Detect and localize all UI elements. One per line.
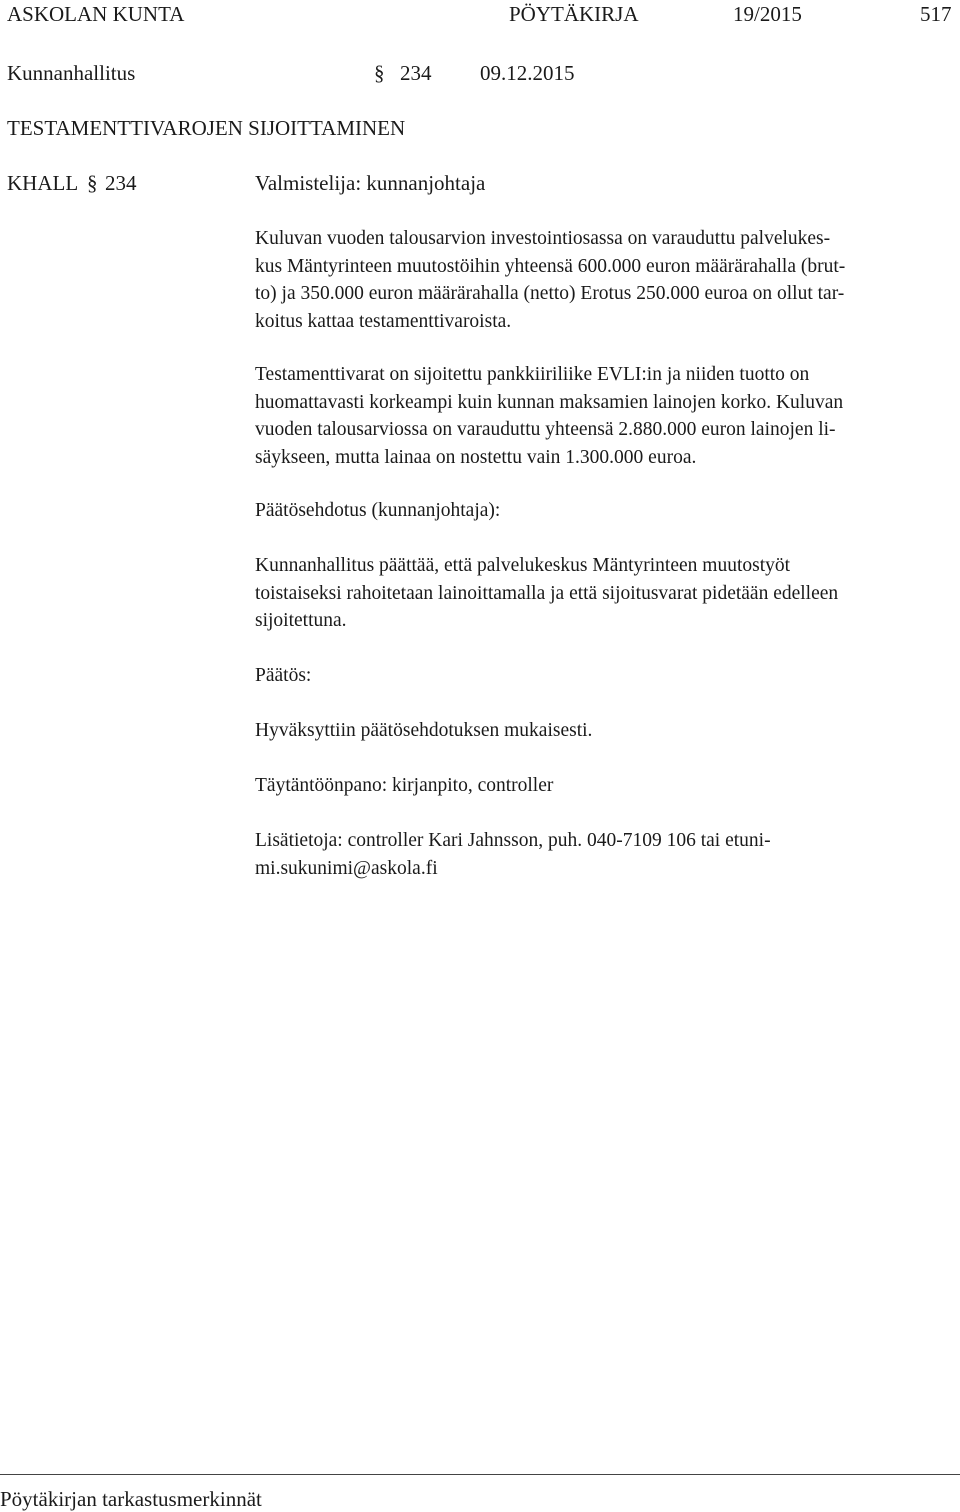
page-number: 517 (920, 2, 952, 26)
meeting-date: 09.12.2015 (480, 61, 575, 85)
section-number: 234 (400, 61, 432, 85)
contact-info (255, 827, 955, 882)
page-title: TESTAMENTTIVAROJEN SIJOITTAMINEN (7, 116, 406, 140)
paragraph-investment (255, 361, 955, 471)
section-symbol: § (374, 61, 385, 85)
decision-label: Päätös: (255, 665, 312, 686)
preparer: Valmistelija: kunnanjohtaja (255, 171, 486, 195)
footer-label: Pöytäkirjan tarkastusmerkinnät (0, 1487, 262, 1511)
paragraph-line: huomattavasti korkeampi kuin kunnan maksamien lainojen korko. Kuluvan (255, 391, 844, 413)
implementation-text (255, 772, 955, 800)
decision-line: Hyväksyttiin päätösehdotuksen mukaisesti. (255, 720, 593, 741)
item-number: 234 (105, 171, 137, 195)
paragraph-line: Kuluvan vuoden talousarvion investointiosassa on varauduttu palvelukes- (255, 228, 831, 249)
paragraph-line: sijoitettuna. (255, 610, 347, 631)
contact-line: mi.sukunimi@askola.fi (255, 857, 438, 879)
paragraph-line: Testamenttivarat on sijoitettu pankkiiriliike EVLI:in ja niiden tuotto on (255, 364, 810, 385)
paragraph-line: säykseen, mutta lainaa on nostettu vain 1.300.000 euroa. (255, 446, 697, 468)
paragraph-budget (255, 225, 955, 335)
paragraph-line: Kunnanhallitus päättää, että palvelukeskus Mäntyrinteen muutostyöt (255, 555, 791, 576)
item-label: KHALL (7, 171, 79, 195)
document-number: 19/2015 (733, 2, 802, 26)
paragraph-line: to) ja 350.000 euron määrärahalla (netto) Erotus 250.000 euroa on ollut tar- (255, 283, 845, 304)
decision-text (255, 717, 955, 745)
paragraph-line: toistaiseksi rahoitetaan lainoittamalla ja että sijoitusvarat pidetään edelleen (255, 582, 839, 604)
paragraph-proposal (255, 552, 955, 635)
paragraph-line: koitus kattaa testamenttivaroista. (255, 310, 512, 332)
proposal-heading (255, 497, 955, 525)
item-section-symbol: § (87, 171, 98, 195)
decision-heading (255, 662, 955, 690)
paragraph-line: kus Mäntyrinteen muutostöihin yhteensä 600.000 euron määrärahalla (brut- (255, 255, 846, 277)
meeting-body: Kunnanhallitus (7, 61, 136, 85)
proposal-label: Päätösehdotus (kunnanjohtaja): (255, 500, 501, 521)
footer-divider (0, 1474, 960, 1475)
paragraph-line: vuoden talousarviossa on varauduttu yhteensä 2.880.000 euron lainojen li- (255, 419, 836, 440)
municipality-name: ASKOLAN KUNTA (7, 2, 185, 26)
document-type: PÖYTÄKIRJA (509, 2, 639, 26)
implementation-line: Täytäntöönpano: kirjanpito, controller (255, 775, 554, 796)
contact-line: Lisätietoja: controller Kari Jahnsson, puh. 040-7109 106 tai etuni- (255, 830, 771, 851)
